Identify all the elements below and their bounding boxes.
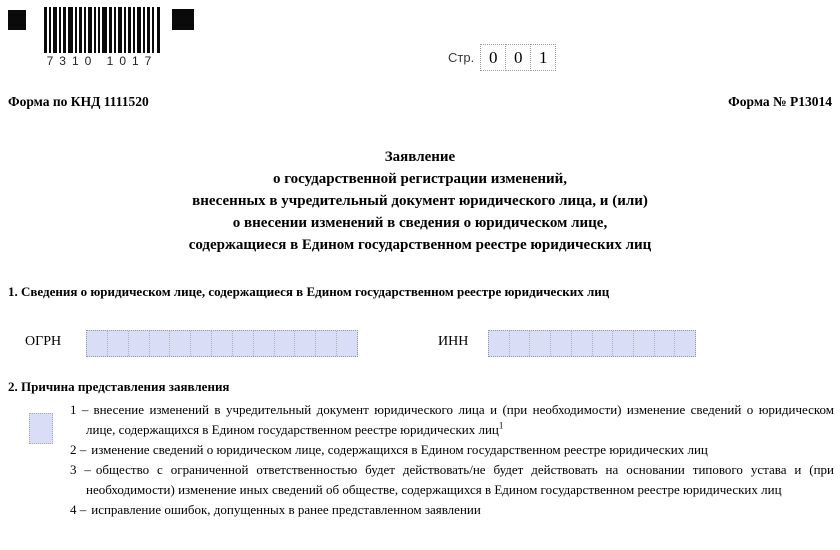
reason-item-2 [70,440,834,460]
field-cell[interactable] [254,331,275,356]
field-cell[interactable] [337,331,357,356]
field-cell[interactable] [295,331,316,356]
page-number-cell: 0 [505,44,531,71]
page-number-block [448,44,556,71]
field-cell[interactable] [572,331,593,356]
reason-item-1 [70,400,834,440]
form-title-line: Заявление [384,149,456,165]
page-number-cell: 1 [530,44,556,71]
field-cell[interactable] [212,331,233,356]
registration-mark-left [8,10,26,30]
field-cell[interactable] [129,331,150,356]
reason-item-number: 3 – [70,462,91,477]
ogrn-field[interactable] [86,330,358,357]
field-cell[interactable] [191,331,212,356]
page-label: Стр. [448,50,475,65]
footnote-marker: 1 [498,420,504,431]
reason-item-text: общество с ограниченной ответственностью будет действовать/не будет действовать на основании типового устава и (при необходимости) изменение иных сведений об обществе, содержащихся в Едином государственном реестре юридических лиц [86,462,835,497]
reason-item-number: 1 – [70,402,89,417]
reason-item-4 [70,500,834,520]
field-cell[interactable] [634,331,655,356]
field-cell[interactable] [316,331,337,356]
registration-mark-right [172,9,194,30]
section2-heading: 2. Причина представления заявления [8,379,230,394]
field-cell[interactable] [675,331,695,356]
reason-item-text: внесение изменений в учредительный документ юридического лица и (при необходимости) изменение сведений о юридическом лице, содержащихся в Едином государственном реестре юридических лиц [86,402,834,437]
field-cell[interactable] [87,331,108,356]
form-title-line: о государственной регистрации изменений, [272,171,568,187]
page-number-cell: 0 [480,44,506,71]
barcode-digits: 7310 1017 [46,54,158,68]
inn-label: ИНН [438,334,469,349]
field-cell[interactable] [530,331,551,356]
field-cell[interactable] [593,331,614,356]
field-cell[interactable] [655,331,676,356]
inn-field[interactable] [488,330,696,357]
field-cell[interactable] [275,331,296,356]
field-cell[interactable] [551,331,572,356]
reason-item-number: 4 – [70,502,87,517]
form-title-line: внесенных в учредительный документ юридического лица, и (или) [192,193,648,209]
reason-item-3 [70,460,835,500]
barcode [44,7,160,53]
field-cell[interactable] [233,331,254,356]
reason-item-number: 2 – [70,442,87,457]
reason-item-text: исправление ошибок, допущенных в ранее представленном заявлении [91,502,481,517]
form-number-caption: Форма № Р13014 [728,94,832,109]
field-cell[interactable] [489,331,510,356]
form-title [0,146,840,256]
field-cell[interactable] [613,331,634,356]
form-knd-caption: Форма по КНД 1111520 [8,94,149,109]
field-cell[interactable] [108,331,129,356]
form-title-line: о внесении изменений в сведения о юридическом лице, [232,215,608,231]
field-cell[interactable] [510,331,531,356]
reason-item-text: изменение сведений о юридическом лице, содержащихся в Едином государственном реестре юридических лиц [91,442,708,457]
ogrn-label: ОГРН [25,334,62,349]
field-cell[interactable] [150,331,171,356]
field-cell[interactable] [170,331,191,356]
form-title-line: содержащиеся в Едином государственном реестре юридических лиц [188,237,652,253]
section1-heading: 1. Сведения о юридическом лице, содержащиеся в Едином государственном реестре юридических лиц [8,284,610,299]
reason-list [0,400,836,520]
